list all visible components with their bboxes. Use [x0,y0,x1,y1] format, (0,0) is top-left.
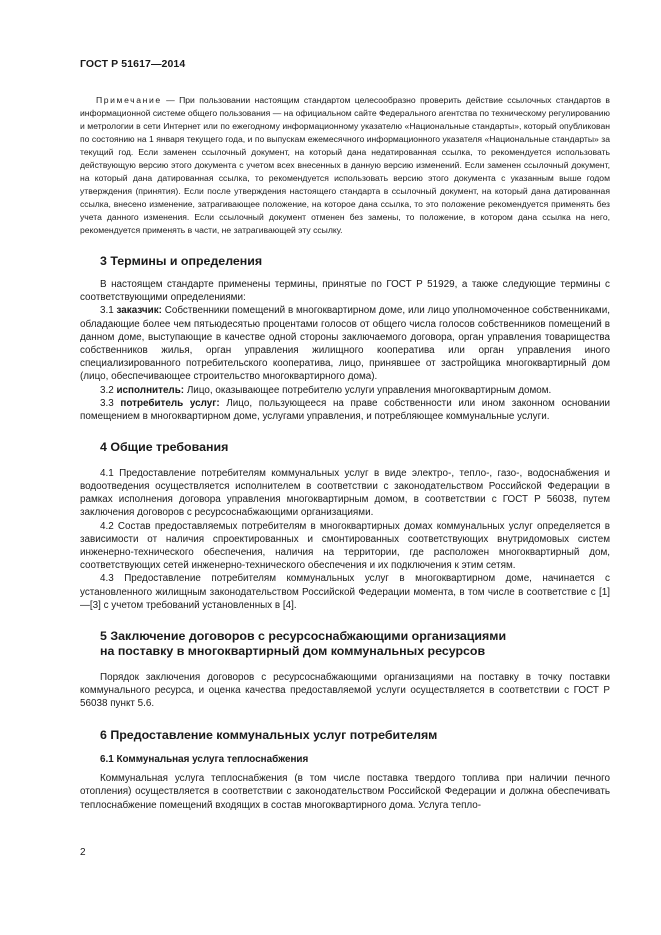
term-3-1 [80,304,610,383]
paragraph-4-3: 4.3 Предоставление потребителям коммунальных услуг в многоквартирном доме, начинается с установленного жилищным законодательством Российской Федерации момента, в том числе в соответствие с [1]—[3] с учетом требований установленных в [4]. [80,573,610,611]
section-6-heading: 6 Предоставление коммунальных услуг потребителям [100,727,438,742]
document-header: ГОСТ Р 51617—2014 [80,58,186,70]
paragraph-4-2: 4.2 Состав предоставляемых потребителям в многоквартирных домах коммунальных услуг определяется в зависимости от наличия спроектированных и смонтированных соответствующих внутридомовых систем инженерно-технического обеспечения, наличия на территории, где расположен многоквартирный дом, соответствующих сетей инженерно-технического обеспечения и их подключения к этим сетям. [80,520,610,572]
term-definition: Собственники помещений в многоквартирном доме, или лицо уполномоченное собственниками, обладающие более чем пятьюдесятью процентами голосов от общего числа голосов собственников помещений в данном доме, выступающие в качестве одной стороны заключаемого договора, орган управления товарищества собственников жилья, орган управления жилищного кооператива или орган управления иного специализированного потребительского кооператива, лицо, принявшее от застройщика многоквартирный дом (лицо, обеспечивающее строительство многоквартирного дома). [80,305,610,383]
paragraph-4-1: 4.1 Предоставление потребителям коммунальных услуг в виде электро-, тепло-, газо-, водоснабжения и водоотведения осуществляется исполнителем в соответствии с законодательством Российской Федерации в рамках исполнения договора управления многоквартирным домом, в соответствии с ГОСТ Р 56038, путем заключения договоров с ресурсоснабжающими организациями. [80,467,610,519]
page-content [80,94,610,812]
term-3-3 [80,397,610,423]
section-5-heading-line-1: 5 Заключение договоров с ресурсоснабжающими организациями [100,628,507,643]
term-name: исполнитель: [116,384,185,396]
term-3-2 [80,384,610,397]
term-number: 3.2 [100,384,117,396]
section-5-heading [80,629,610,660]
term-definition: Лицо, пользующееся на праве собственности или ином законном основании помещением в многоквартирном доме, услугами управления, и потребляющее коммунальные услуги. [80,397,610,423]
term-definition: Лицо, оказывающее потребителю услуги управления многоквартирным домом. [184,384,552,396]
note-label: Примечание [96,95,162,105]
term-number: 3.1 [100,305,117,317]
section-5-heading-line-2: на поставку в многоквартирный дом коммунальных ресурсов [100,644,486,659]
section-3-heading: 3 Термины и определения [100,253,263,268]
term-number: 3.3 [100,397,121,409]
section-5-paragraph: Порядок заключения договоров с ресурсоснабжающими организациями на поставку в точку поставки коммунального ресурса, и оценка качества предоставляемой услуги осуществляется в соответствии с ГОСТ Р 56038 пункт 5.6. [80,671,610,710]
page-number: 2 [80,847,86,858]
note-paragraph [80,94,610,238]
section-4-heading: 4 Общие требования [100,440,229,455]
term-name: заказчик: [116,305,162,317]
section-6-1-paragraph: Коммунальная услуга теплоснабжения (в том числе поставка твердого топлива при наличии печного отопления) осуществляется в соответствии с законодательством Российской Федерации и должна обеспечивать теплоснабжение помещений входящих в состав многоквартирного дома. Услуга тепло- [80,773,610,811]
subsection-6-1-heading: 6.1 Коммунальная услуга теплоснабжения [100,754,309,766]
term-name: потребитель услуг: [120,397,220,409]
section-3-intro: В настоящем стандарте применены термины, принятые по ГОСТ Р 51929, а также следующие термины с соответствующими определениями: [80,279,610,304]
note-text: — При пользовании настоящим стандартом целесообразно проверить действие ссылочных стандартов в информационной системе общего пользования — на официальном сайте Федерального агентства по техническому регулированию и метрологии в сети Интернет или по ежегодному информационному указателю «Национальные стандарты», который опубликован по состоянию на 1 января текущего года, и по выпускам ежемесячного информационного указателя «Национальные стандарты» за текущий год. Если заменен ссылочный документ, на который дана недатированная ссылка, то рекомендуется использовать действующую версию этого документа с учетом всех внесенных в данную версию изменений. Если заменен ссылочный документ, на который дана датированная ссылка, то рекомендуется использовать версию этого документа с указанным выше годом утверждения (принятия). Если после утверждения настоящего стандарта в ссылочный документ, на который дана датированная ссылка, внесено изменение, затрагивающее положение, на которое дана ссылка, то это положение рекомендуется применять без учета данного изменения. Если ссылочный документ отменен без замены, то положение, в котором дана ссылка на него, рекомендуется применять в части, не затрагивающей эту ссылку. [80,95,610,236]
